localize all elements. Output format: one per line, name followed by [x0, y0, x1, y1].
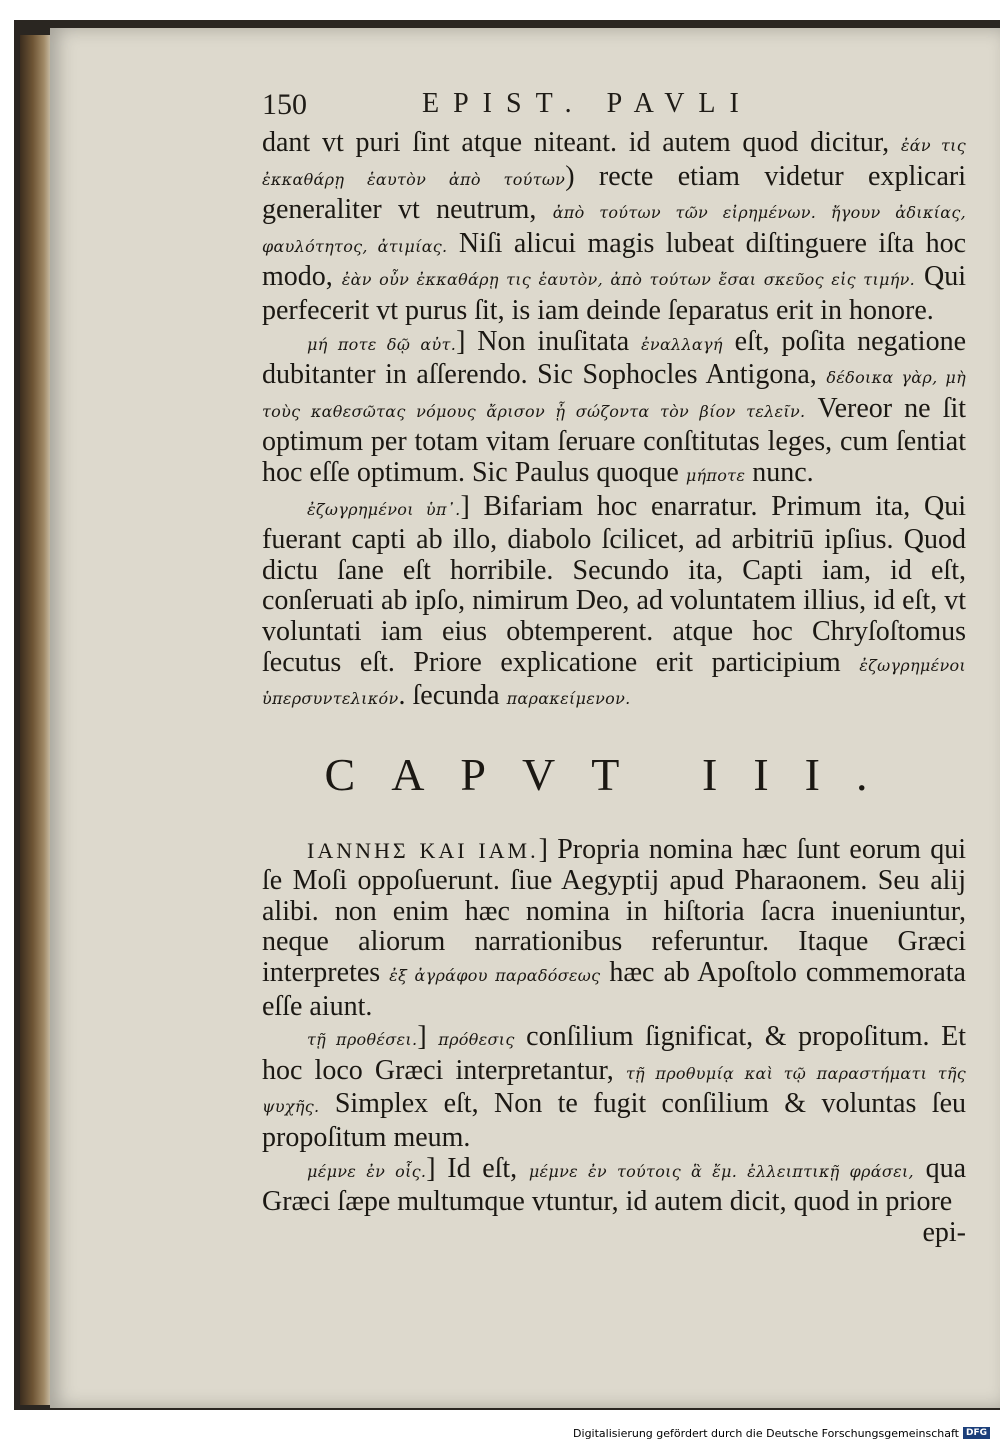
greek-phrase: ἐξ ἀγράφου παραδόσεως [389, 966, 601, 986]
latin-text: Niſi alicui magis lubeat diſtinguere iſta hoc modo, [262, 227, 966, 293]
latin-text: . ſecunda [398, 680, 507, 712]
latin-text: ] Bifariam hoc enarratur. Primum ita, Qui fuerant capti ab illo, diabolo ſcilicet, ad arbitriū ipſius. Quod dictu ſane eſt horribile. Secundo ita, Capti iam, id eſt, conſeruati ab ipſo, nimirum Deo, ad voluntatem illius, id eſt, vt voluntati iam eius obtemperent. atque hoc Chryſoſtomus ſecutus eſt. Priore explicatione erit participium [262, 490, 966, 678]
greek-phrase: ἀπὸ τούτων τῶν εἰρημένων. ἤγουν ἀδικίας, φαυλότητος, ἀτιμίας. [262, 203, 966, 256]
latin-text: ] Id eſt, [426, 1152, 529, 1184]
latin-text: ] [417, 1021, 439, 1053]
paragraph [262, 1022, 966, 1153]
greek-phrase: ἐὰν οὖν ἐκκαθάρῃ τις ἑαυτὸν, ἀπὸ τούτων ἔσαι σκεῦος εἰς τιμήν. [341, 270, 916, 290]
latin-text: ] Non inuſitata [456, 325, 642, 357]
greek-phrase: μήποτε [685, 465, 746, 485]
paragraph [262, 492, 966, 715]
footer-text: Digitalisierung gefördert durch die Deutsche Forschungsgemeinschaft [573, 1426, 959, 1440]
greek-phrase: ἐζωγρημένοι ὑπ᾽. [307, 499, 461, 519]
latin-text: hæc ab Apoſtolo commemorata eſſe aiunt. [262, 957, 966, 1022]
paragraph [262, 327, 966, 492]
greek-phrase: μέμνε ἐν οἷς. [307, 1161, 427, 1181]
page-edge [20, 35, 52, 1405]
paragraph [262, 128, 966, 327]
latin-text: dant vt puri ſint atque niteant. id autem quod dicitur, [262, 127, 901, 158]
greek-phrase: ἐζωγρημένοι ὑπερσυντελικόν [262, 655, 966, 709]
latin-text: Vereor ne ſit optimum per totam vitam ſeruare conſtitutas leges, cum ſentiat hoc eſſe optimum. Sic Paulus quoque [262, 392, 967, 488]
page-number: 150 [262, 88, 307, 121]
greek-phrase: μέμνε ἐν τούτοις ἃ ἔμ. ἐλλειπτικῇ φράσει, [528, 1161, 914, 1181]
running-title: EPIST. PAVLI [422, 88, 753, 119]
text-block [262, 128, 966, 1248]
latin-text: eſt, poſita negatione dubitanter in aſſerendo. Sic Sophocles Antigona, [262, 325, 967, 391]
page-header [262, 88, 962, 128]
latin-text: Simplex eſt, Non te fugit conſilium & voluntas ſeu propoſitum meum. [262, 1088, 966, 1154]
greek-phrase: τῇ προθυμίᾳ καὶ τῷ παραστήματι τῆς ψυχῆς. [262, 1063, 966, 1117]
latin-text: qua Græci ſæpe multumque vtuntur, id autem dicit, quod in priore [262, 1152, 966, 1218]
footer [573, 1424, 990, 1442]
greek-phrase: δέδοικα γὰρ, μὴ τοὺς καθεσῶτας νόμους ἄρισον ᾖ σώζοντα τὸν βίον τελεῖν. [262, 368, 966, 421]
latin-text: ) recte etiam videtur explicari generaliter vt neutrum, [262, 160, 966, 226]
greek-phrase: παρακείμενον. [506, 689, 631, 709]
greek-phrase: ἐάν τις ἐκκαθάρῃ ἑαυτὸν ἀπὸ τούτων [262, 136, 967, 189]
catchword: epi- [922, 1216, 966, 1248]
paragraph [262, 835, 966, 1023]
dfg-logo: DFG [963, 1427, 990, 1439]
chapter-heading: CAPVT III. [324, 748, 904, 800]
latin-text: Qui perfecerit vt purus ſit, is iam deinde ſeparatus erit in honore. [262, 261, 966, 326]
latin-text: ] Propria nomina hæc ſunt eorum qui ſe Moſi oppoſuerunt. ſiue Aegyptij apud Pharaonem. Seu alij alibi. non enim hæc nomina in hiſtoria ſacra inueniuntur, neque aliorum narrationibus referuntur. Itaque Græci interpretes [262, 833, 966, 989]
greek-phrase: τῇ προθέσει. [307, 1030, 418, 1050]
latin-text: conſilium ſignificat, & propoſitum. Et hoc loco Græci interpretantur, [262, 1021, 966, 1086]
latin-text: nunc. [745, 456, 814, 488]
commentary-section-1 [262, 128, 966, 715]
greek-phrase: μή ποτε δῷ αὐτ. [307, 334, 457, 354]
paragraph [262, 1154, 966, 1218]
lemma-caps: ΙΑΝΝΗΣ ΚΑΙ ΙΑΜ. [307, 837, 539, 863]
commentary-section-2 [262, 835, 966, 1218]
greek-phrase: ἐναλλαγή [641, 334, 723, 354]
greek-phrase: πρόθεσις [438, 1030, 515, 1050]
